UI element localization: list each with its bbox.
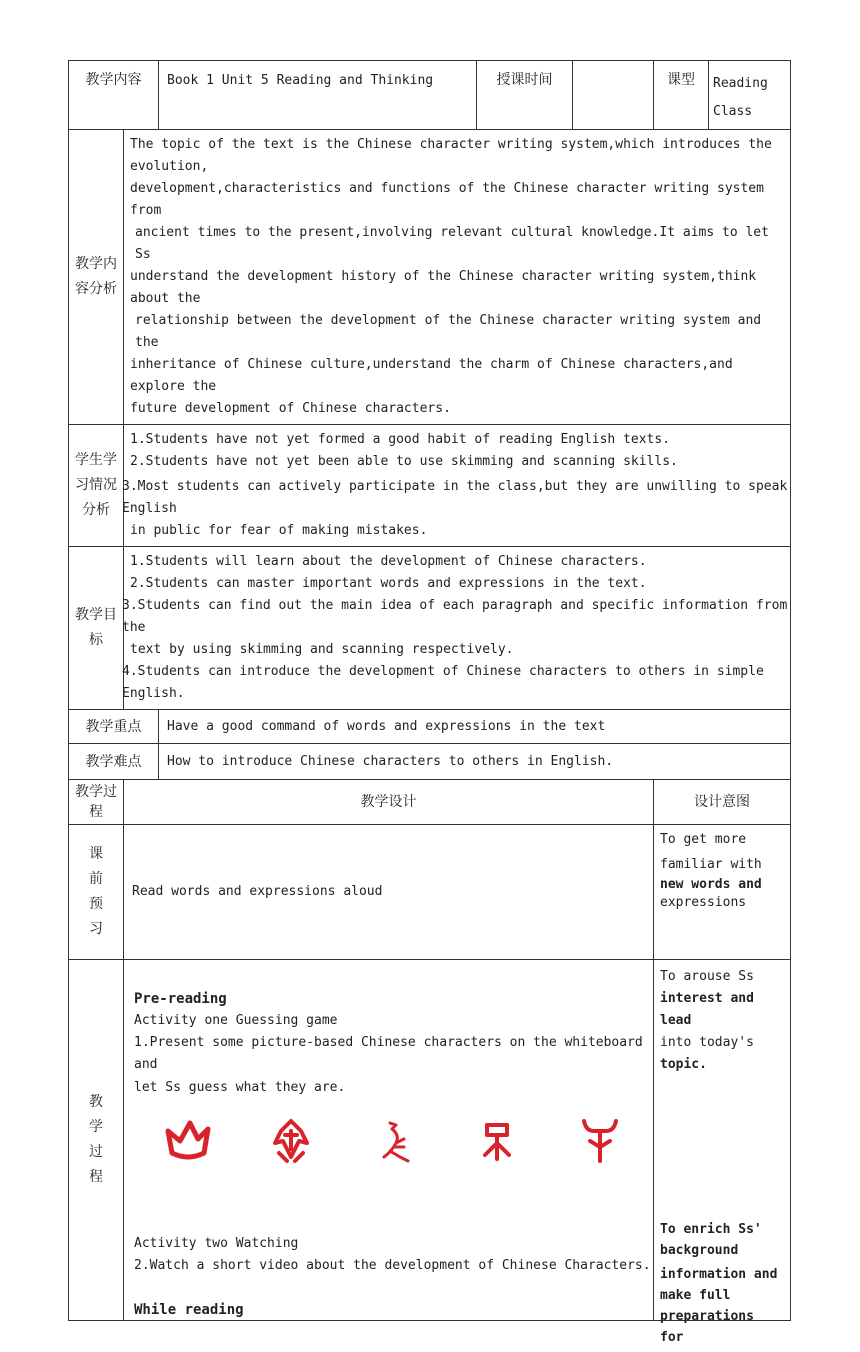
learners-item: 1.Students have not yet formed a good habit of reading English texts. xyxy=(130,432,671,447)
intent2-line: preparations for xyxy=(660,1309,754,1345)
process-row xyxy=(69,960,791,1321)
tree-glyph-icon xyxy=(473,1117,521,1165)
intent-block-1 xyxy=(654,960,790,1080)
intent1-line: into today's xyxy=(660,1035,754,1050)
process-label: 教学过程 xyxy=(69,960,124,1321)
lesson-plan-table xyxy=(68,60,791,1345)
preview-label: 课前预习 xyxy=(69,825,124,960)
learners-item: 3.Most students can actively participate in the class,but they are unwilling to speak English xyxy=(122,479,788,516)
preview-content: Read words and expressions aloud xyxy=(124,825,654,960)
activity1-line: 1.Present some picture-based Chinese characters on the whiteboard and xyxy=(134,1035,643,1072)
activity1-line: let Ss guess what they are. xyxy=(134,1080,346,1095)
learners-row xyxy=(69,425,791,547)
preview-intent-line: To get more xyxy=(660,832,747,847)
analysis-line: inheritance of Chinese culture,understand the charm of Chinese characters,and explore the xyxy=(130,357,733,394)
analysis-line: development,characteristics and functions of the Chinese character writing system from xyxy=(130,181,764,218)
learners-text xyxy=(124,425,791,547)
learners-item: in public for fear of making mistakes. xyxy=(130,523,428,538)
preview-intent-line: new words and xyxy=(660,877,762,892)
analysis-line: relationship between the development of the Chinese character writing system and the xyxy=(135,313,762,350)
preview-intent xyxy=(654,825,791,960)
type-value-line1: Reading xyxy=(713,76,768,91)
intent-block-2 xyxy=(654,1215,790,1352)
glyph-row xyxy=(134,1099,653,1171)
content-label: 教学内容 xyxy=(69,61,159,130)
mountain-glyph-icon xyxy=(164,1117,212,1165)
analysis-row xyxy=(69,130,791,425)
process-header-design: 教学设计 xyxy=(124,780,654,825)
bird-glyph-icon xyxy=(370,1117,418,1165)
type-label: 课型 xyxy=(654,61,709,130)
activity2-title: Activity two Watching xyxy=(134,1236,299,1251)
analysis-text xyxy=(124,130,791,425)
analysis-line: understand the development history of the Chinese character writing system,think about the xyxy=(130,269,757,306)
key-point-label: 教学重点 xyxy=(69,710,159,744)
analysis-line: The topic of the text is the Chinese character writing system,which introduces the evolution, xyxy=(130,137,772,174)
process-header-row xyxy=(69,780,791,825)
time-label: 授课时间 xyxy=(477,61,573,130)
intent1-line: topic. xyxy=(660,1057,707,1072)
fish-glyph-icon xyxy=(267,1117,315,1165)
process-header-intent: 设计意图 xyxy=(654,780,791,825)
intent2-line: make full xyxy=(660,1288,731,1303)
time-value xyxy=(573,61,654,130)
objectives-item: 1.Students will learn about the development of Chinese characters. xyxy=(130,554,647,569)
intent1-line: interest and lead xyxy=(660,991,754,1028)
objectives-row xyxy=(69,547,791,710)
activity2-block xyxy=(134,1233,654,1321)
content-value: Book 1 Unit 5 Reading and Thinking xyxy=(159,61,477,130)
analysis-label: 教学内容分析 xyxy=(69,130,124,425)
preview-intent-line: familiar with xyxy=(660,857,762,872)
activity1-title: Activity one Guessing game xyxy=(134,1013,338,1028)
intent2-line: information and xyxy=(660,1267,778,1282)
key-point-value: Have a good command of words and expressions in the text xyxy=(159,710,791,744)
process-intent xyxy=(654,960,791,1345)
intent1-line: To arouse Ss xyxy=(660,969,754,984)
intent2-line: background xyxy=(660,1243,739,1258)
difficulty-row xyxy=(69,744,791,780)
learners-label: 学生学习情况分析 xyxy=(69,425,124,547)
objectives-label: 教学目标 xyxy=(69,547,124,710)
objectives-item: 3.Students can find out the main idea of each paragraph and specific information from the xyxy=(122,598,788,635)
objectives-item: 2.Students can master important words and expressions in the text. xyxy=(130,576,647,591)
type-value xyxy=(709,61,791,130)
header-row xyxy=(69,61,791,130)
objectives-text xyxy=(124,547,791,710)
sheep-glyph-icon xyxy=(576,1117,624,1165)
key-point-row xyxy=(69,710,791,744)
while-reading-heading: While reading xyxy=(134,1302,244,1318)
analysis-line: ancient times to the present,involving relevant cultural knowledge.It aims to let Ss xyxy=(135,225,769,262)
process-content xyxy=(124,960,654,1321)
type-value-line2: Class xyxy=(713,104,753,119)
activity2-line: 2.Watch a short video about the development of Chinese Characters. xyxy=(134,1258,651,1273)
pre-reading-heading: Pre-reading xyxy=(134,991,227,1007)
objectives-item: 4.Students can introduce the development of Chinese characters to others in simple English. xyxy=(122,664,764,701)
process-header-label: 教学过程 xyxy=(69,780,124,825)
difficulty-value: How to introduce Chinese characters to others in English. xyxy=(159,744,791,780)
preview-intent-line: expressions xyxy=(660,895,747,910)
analysis-line: future development of Chinese characters. xyxy=(130,401,451,416)
difficulty-label: 教学难点 xyxy=(69,744,159,780)
objectives-item: text by using skimming and scanning respectively. xyxy=(130,642,514,657)
learners-item: 2.Students have not yet been able to use skimming and scanning skills. xyxy=(130,454,678,469)
intent2-line: To enrich Ss' xyxy=(660,1222,762,1237)
lesson-plan xyxy=(68,60,790,1345)
preview-row xyxy=(69,825,791,960)
